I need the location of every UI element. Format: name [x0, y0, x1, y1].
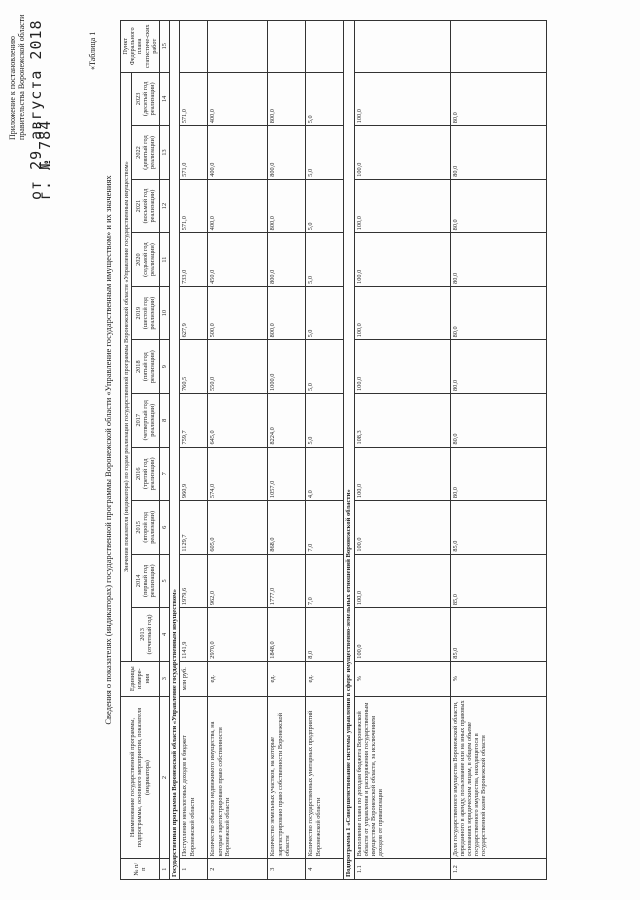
year-label: 2018 — [134, 360, 142, 373]
year-note: (пятый год реализации) — [142, 350, 157, 384]
value-cell: 1979,6 — [180, 554, 208, 608]
value-cell: 100,0 — [354, 501, 450, 555]
indicators-table — [120, 20, 547, 880]
row-number: 2 — [208, 859, 268, 880]
value-cell: 5,0 — [306, 233, 344, 287]
value-cell: 800,0 — [268, 126, 306, 180]
col-year — [132, 286, 160, 340]
table-row — [268, 21, 306, 880]
year-note: (девятый год реализации) — [142, 135, 157, 170]
year-note: (седьмой год реализации) — [142, 242, 157, 277]
col-year — [132, 72, 160, 126]
col-year — [132, 340, 160, 394]
col-index: 1 — [160, 859, 170, 880]
value-cell: 100,0 — [354, 608, 450, 662]
table-title: Сведения о показателях (индикаторах) государственной программы Воронежской области «Управление государственным имуществом» и их значениях — [103, 175, 113, 725]
unit-cell: ед. — [306, 661, 344, 696]
value-cell: 571,0 — [180, 126, 208, 180]
value-cell: 5,0 — [306, 393, 344, 447]
value-cell: 960,9 — [180, 447, 208, 501]
col-index: 9 — [160, 340, 170, 394]
value-cell: 108,3 — [354, 393, 450, 447]
indicator-name: Количество государственных унитарных предприятий Воронежской области — [306, 696, 344, 859]
year-note: (шестой год реализации) — [142, 296, 157, 330]
year-note: (четвертый год реализации) — [142, 400, 157, 441]
col-index: 6 — [160, 501, 170, 555]
row-number: 1 — [180, 859, 208, 880]
value-cell: 100,0 — [354, 554, 450, 608]
col-index: 12 — [160, 179, 170, 233]
col-index: 2 — [160, 696, 170, 859]
table-row — [180, 21, 208, 880]
decree-date: от 29 августа 2018 г. № 784 — [27, 19, 54, 200]
value-cell: 85,0 — [450, 608, 546, 662]
col-name: Наименование государственной программы, подпрограммы, основного мероприятия, показателя (индикатора) — [121, 696, 160, 859]
year-label: 2017 — [134, 413, 142, 427]
value-cell: 400,0 — [208, 72, 268, 126]
value-cell: 8224,0 — [268, 393, 306, 447]
year-note: (десятый год реализации) — [142, 81, 157, 117]
year-label: 2019 — [134, 306, 142, 320]
value-cell: 645,0 — [208, 393, 268, 447]
table-row — [450, 21, 546, 880]
value-cell: 500,0 — [208, 286, 268, 340]
unit-cell: % — [354, 661, 450, 696]
appendix-line-2: правительства Воронежской области — [17, 14, 26, 140]
value-cell: 100,0 — [354, 179, 450, 233]
value-cell: 800,0 — [268, 179, 306, 233]
col-year — [132, 126, 160, 180]
year-label: 2013 — [138, 628, 146, 641]
col-num: № п/п — [121, 859, 160, 880]
value-cell: 8,0 — [306, 608, 344, 662]
row-number: 3 — [268, 859, 306, 880]
value-cell: 400,0 — [208, 179, 268, 233]
year-label: 2021 — [134, 199, 142, 213]
col-index: 10 — [160, 286, 170, 340]
col-year — [132, 447, 160, 501]
indicator-name: Поступление неналоговых доходов в бюджет Воронежской области — [180, 696, 208, 859]
value-cell: 800,0 — [268, 233, 306, 287]
value-cell: 5,0 — [306, 72, 344, 126]
value-cell: 5,0 — [306, 126, 344, 180]
value-cell: 80,0 — [450, 393, 546, 447]
indicator-name: Количество земельных участков, на которые зарегистрировано право собственности Воронежской области — [268, 696, 306, 859]
col-values-group: Значения показателя (индикатора) по годам реализации государственной программы Воронежской области «Управление государственным имуществом» — [121, 72, 132, 661]
col-year — [132, 501, 160, 555]
value-cell: 1777,0 — [268, 554, 306, 608]
col-index: 15 — [160, 21, 170, 73]
table-label: «Таблица 1 — [88, 31, 97, 70]
value-cell: 85,0 — [450, 501, 546, 555]
value-cell: 100,0 — [354, 340, 450, 394]
unit-cell: ед. — [268, 661, 306, 696]
year-note: (второй год реализации) — [142, 510, 157, 544]
value-cell: 80,0 — [450, 179, 546, 233]
unit-cell: % — [450, 661, 546, 696]
col-index: 5 — [160, 554, 170, 608]
row-number: 1.2 — [450, 859, 546, 880]
value-cell: 5,0 — [306, 179, 344, 233]
value-cell: 800,0 — [268, 72, 306, 126]
fedplan-cell — [306, 21, 344, 73]
value-cell: 80,0 — [450, 233, 546, 287]
col-year — [132, 179, 160, 233]
col-fedplan: Пункт Федерального плана статистиче-ских работ — [121, 21, 160, 73]
unit-cell: млн руб. — [180, 661, 208, 696]
value-cell: 571,0 — [180, 179, 208, 233]
value-cell: 450,0 — [208, 233, 268, 287]
value-cell: 7,0 — [306, 554, 344, 608]
col-year — [132, 608, 160, 662]
value-cell: 4,0 — [306, 447, 344, 501]
value-cell: 80,0 — [450, 286, 546, 340]
fedplan-cell — [268, 21, 306, 73]
value-cell: 85,0 — [450, 554, 546, 608]
year-note: (первый год реализации) — [142, 564, 157, 598]
fedplan-cell — [354, 21, 450, 73]
table-row — [208, 21, 268, 880]
year-label: 2014 — [134, 574, 142, 588]
unit-cell: ед. — [208, 661, 268, 696]
value-cell: 1000,0 — [268, 340, 306, 394]
indicator-name: Количество объектов недвижимого имущества, на которые зарегистрировано право собственности Воронежской области — [208, 696, 268, 859]
row-number: 1.1 — [354, 859, 450, 880]
value-cell: 80,0 — [450, 126, 546, 180]
value-cell: 2970,0 — [208, 608, 268, 662]
value-cell: 80,0 — [450, 340, 546, 394]
col-index: 14 — [160, 72, 170, 126]
table-row — [354, 21, 450, 880]
value-cell: 100,0 — [354, 72, 450, 126]
value-cell: 80,0 — [450, 447, 546, 501]
section-subprogram-1: Подпрограмма 1 «Совершенствование системы управления в сфере имущественно-земельных отношений Воронежской области» — [344, 21, 354, 880]
col-year — [132, 554, 160, 608]
year-label: 2020 — [134, 253, 142, 266]
row-number: 4 — [306, 859, 344, 880]
year-note: (отчетный год) — [145, 614, 153, 655]
value-cell: 400,0 — [208, 126, 268, 180]
value-cell: 627,9 — [180, 286, 208, 340]
col-index: 3 — [160, 661, 170, 696]
value-cell: 80,0 — [450, 72, 546, 126]
col-index: 4 — [160, 608, 170, 662]
indicator-name: Выполнение плана по доходам бюджета Воронежской области от управления и распоряжения государственным имуществом Воронежской области, за исключением доходов от приватизации — [354, 696, 450, 859]
year-label: 2022 — [134, 146, 142, 159]
indicator-name: Доля государственного имущества Воронежской области, переданного в аренду, пользование или на иных правовых основаниях юридическим лицам, в общем объеме государственного имущества, находящегося в государственной казне Воронежской области — [450, 696, 546, 859]
appendix-line-1: Приложение к постановлению — [8, 35, 17, 140]
value-cell: 759,7 — [180, 393, 208, 447]
fedplan-cell — [180, 21, 208, 73]
value-cell: 5,0 — [306, 286, 344, 340]
year-label: 2015 — [134, 521, 142, 534]
year-note: (восьмой год реализации) — [142, 188, 157, 224]
col-index: 7 — [160, 447, 170, 501]
col-index: 8 — [160, 393, 170, 447]
value-cell: 1141,9 — [180, 608, 208, 662]
value-cell: 760,5 — [180, 340, 208, 394]
value-cell: 7,0 — [306, 501, 344, 555]
value-cell: 1848,0 — [268, 608, 306, 662]
value-cell: 800,0 — [268, 286, 306, 340]
value-cell: 5,0 — [306, 340, 344, 394]
value-cell: 1129,7 — [180, 501, 208, 555]
value-cell: 100,0 — [354, 233, 450, 287]
value-cell: 571,0 — [180, 72, 208, 126]
year-label: 2016 — [134, 467, 142, 481]
value-cell: 550,0 — [208, 340, 268, 394]
section-program: Государственная программа Воронежской области «Управление государственным имуществом» — [170, 21, 180, 880]
col-index: 11 — [160, 233, 170, 287]
col-year — [132, 393, 160, 447]
col-year — [132, 233, 160, 287]
fedplan-cell — [450, 21, 546, 73]
value-cell: 868,0 — [268, 501, 306, 555]
value-cell: 733,0 — [180, 233, 208, 287]
col-index: 13 — [160, 126, 170, 180]
value-cell: 605,0 — [208, 501, 268, 555]
value-cell: 962,0 — [208, 554, 268, 608]
value-cell: 574,0 — [208, 447, 268, 501]
table-row — [306, 21, 344, 880]
year-label: 2023 — [134, 92, 142, 106]
value-cell: 100,0 — [354, 447, 450, 501]
value-cell: 100,0 — [354, 126, 450, 180]
value-cell: 100,0 — [354, 286, 450, 340]
year-note: (третий год реализации) — [142, 457, 157, 491]
col-unit: Единицы измере-ния — [121, 661, 160, 696]
fedplan-cell — [208, 21, 268, 73]
value-cell: 1057,0 — [268, 447, 306, 501]
